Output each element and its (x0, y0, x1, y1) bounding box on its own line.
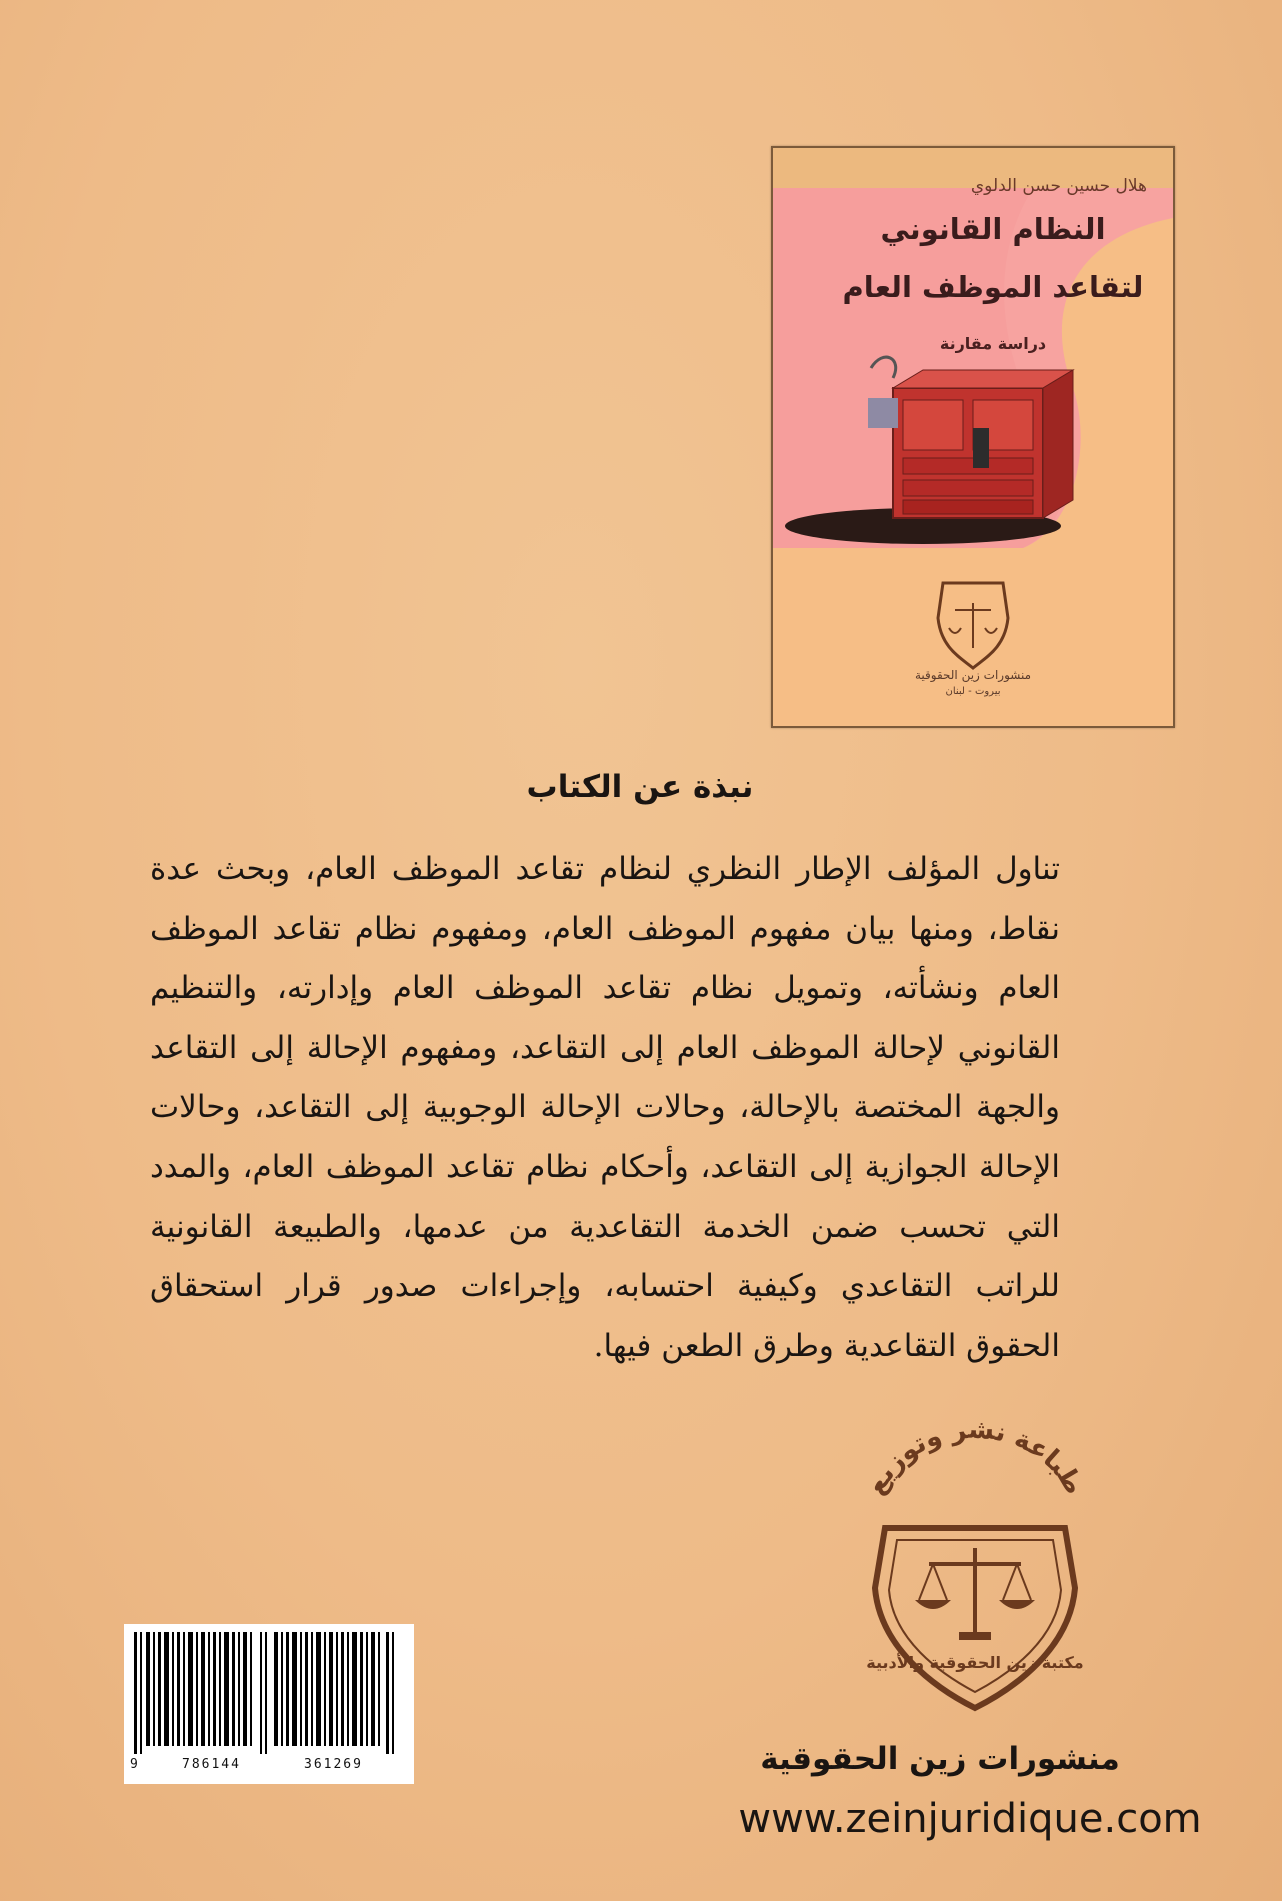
barcode-group1: 786144 (182, 1757, 241, 1772)
footer-website: www.zeinjuridique.com (738, 1796, 1202, 1842)
cover-publisher: منشورات زين الحقوقية (914, 668, 1032, 682)
publisher-seal-logo (855, 1418, 1095, 1718)
isbn-barcode (124, 1624, 414, 1784)
cover-title-line2: لتقاعد الموظف العام (842, 270, 1144, 304)
footer-publisher: منشورات زين الحقوقية (760, 1741, 1120, 1777)
barcode-group2: 361269 (304, 1757, 363, 1772)
about-paragraph: تناول المؤلف الإطار النظري لنظام تقاعد الموظف العام، وبحث عدة نقاط، ومنها بيان مفهوم الموظف العام، ومفهوم نظام تقاعد الموظف العام ونشأته، وتمويل نظام تقاعد الموظف العام وإدارته، والتنظيم القانوني لإحالة الموظف العام إلى التقاعد، ومفهوم الإحالة إلى التقاعد والجهة المختصة بالإحالة، وحالات الإحالة الوجوبية إلى التقاعد، وحالات الإحالة الجوازية إلى التقاعد، وأحكام نظام تقاعد الموظف العام، والمدد التي تحسب ضمن الخدمة التقاعدية من عدمها، والطبيعة القانونية للراتب التقاعدي وكيفية احتسابه، وإجراءات صدور قرار استحقاق الحقوق التقاعدية وطرق الطعن فيها. (150, 851, 1060, 1364)
about-heading: نبذة عن الكتاب (526, 769, 754, 805)
seal-arc-text: طباعة نشر وتوزيع (860, 1418, 1090, 1500)
cover-thumbnail (771, 146, 1175, 728)
cover-location: بيروت - لبنان (945, 686, 1001, 697)
seal-inner-text: مكتبة زين الحقوقية والأدبية (866, 1653, 1084, 1672)
barcode-bars (134, 1632, 404, 1754)
cover-author: هلال حسين حسن الدلوي (970, 176, 1147, 196)
barcode-digit-first: 9 (130, 1757, 138, 1772)
svg-text:طباعة نشر وتوزيع (861, 1418, 1090, 1500)
cover-subtitle: دراسة مقارنة (939, 334, 1047, 353)
cover-title-line1: النظام القانوني (880, 212, 1106, 246)
